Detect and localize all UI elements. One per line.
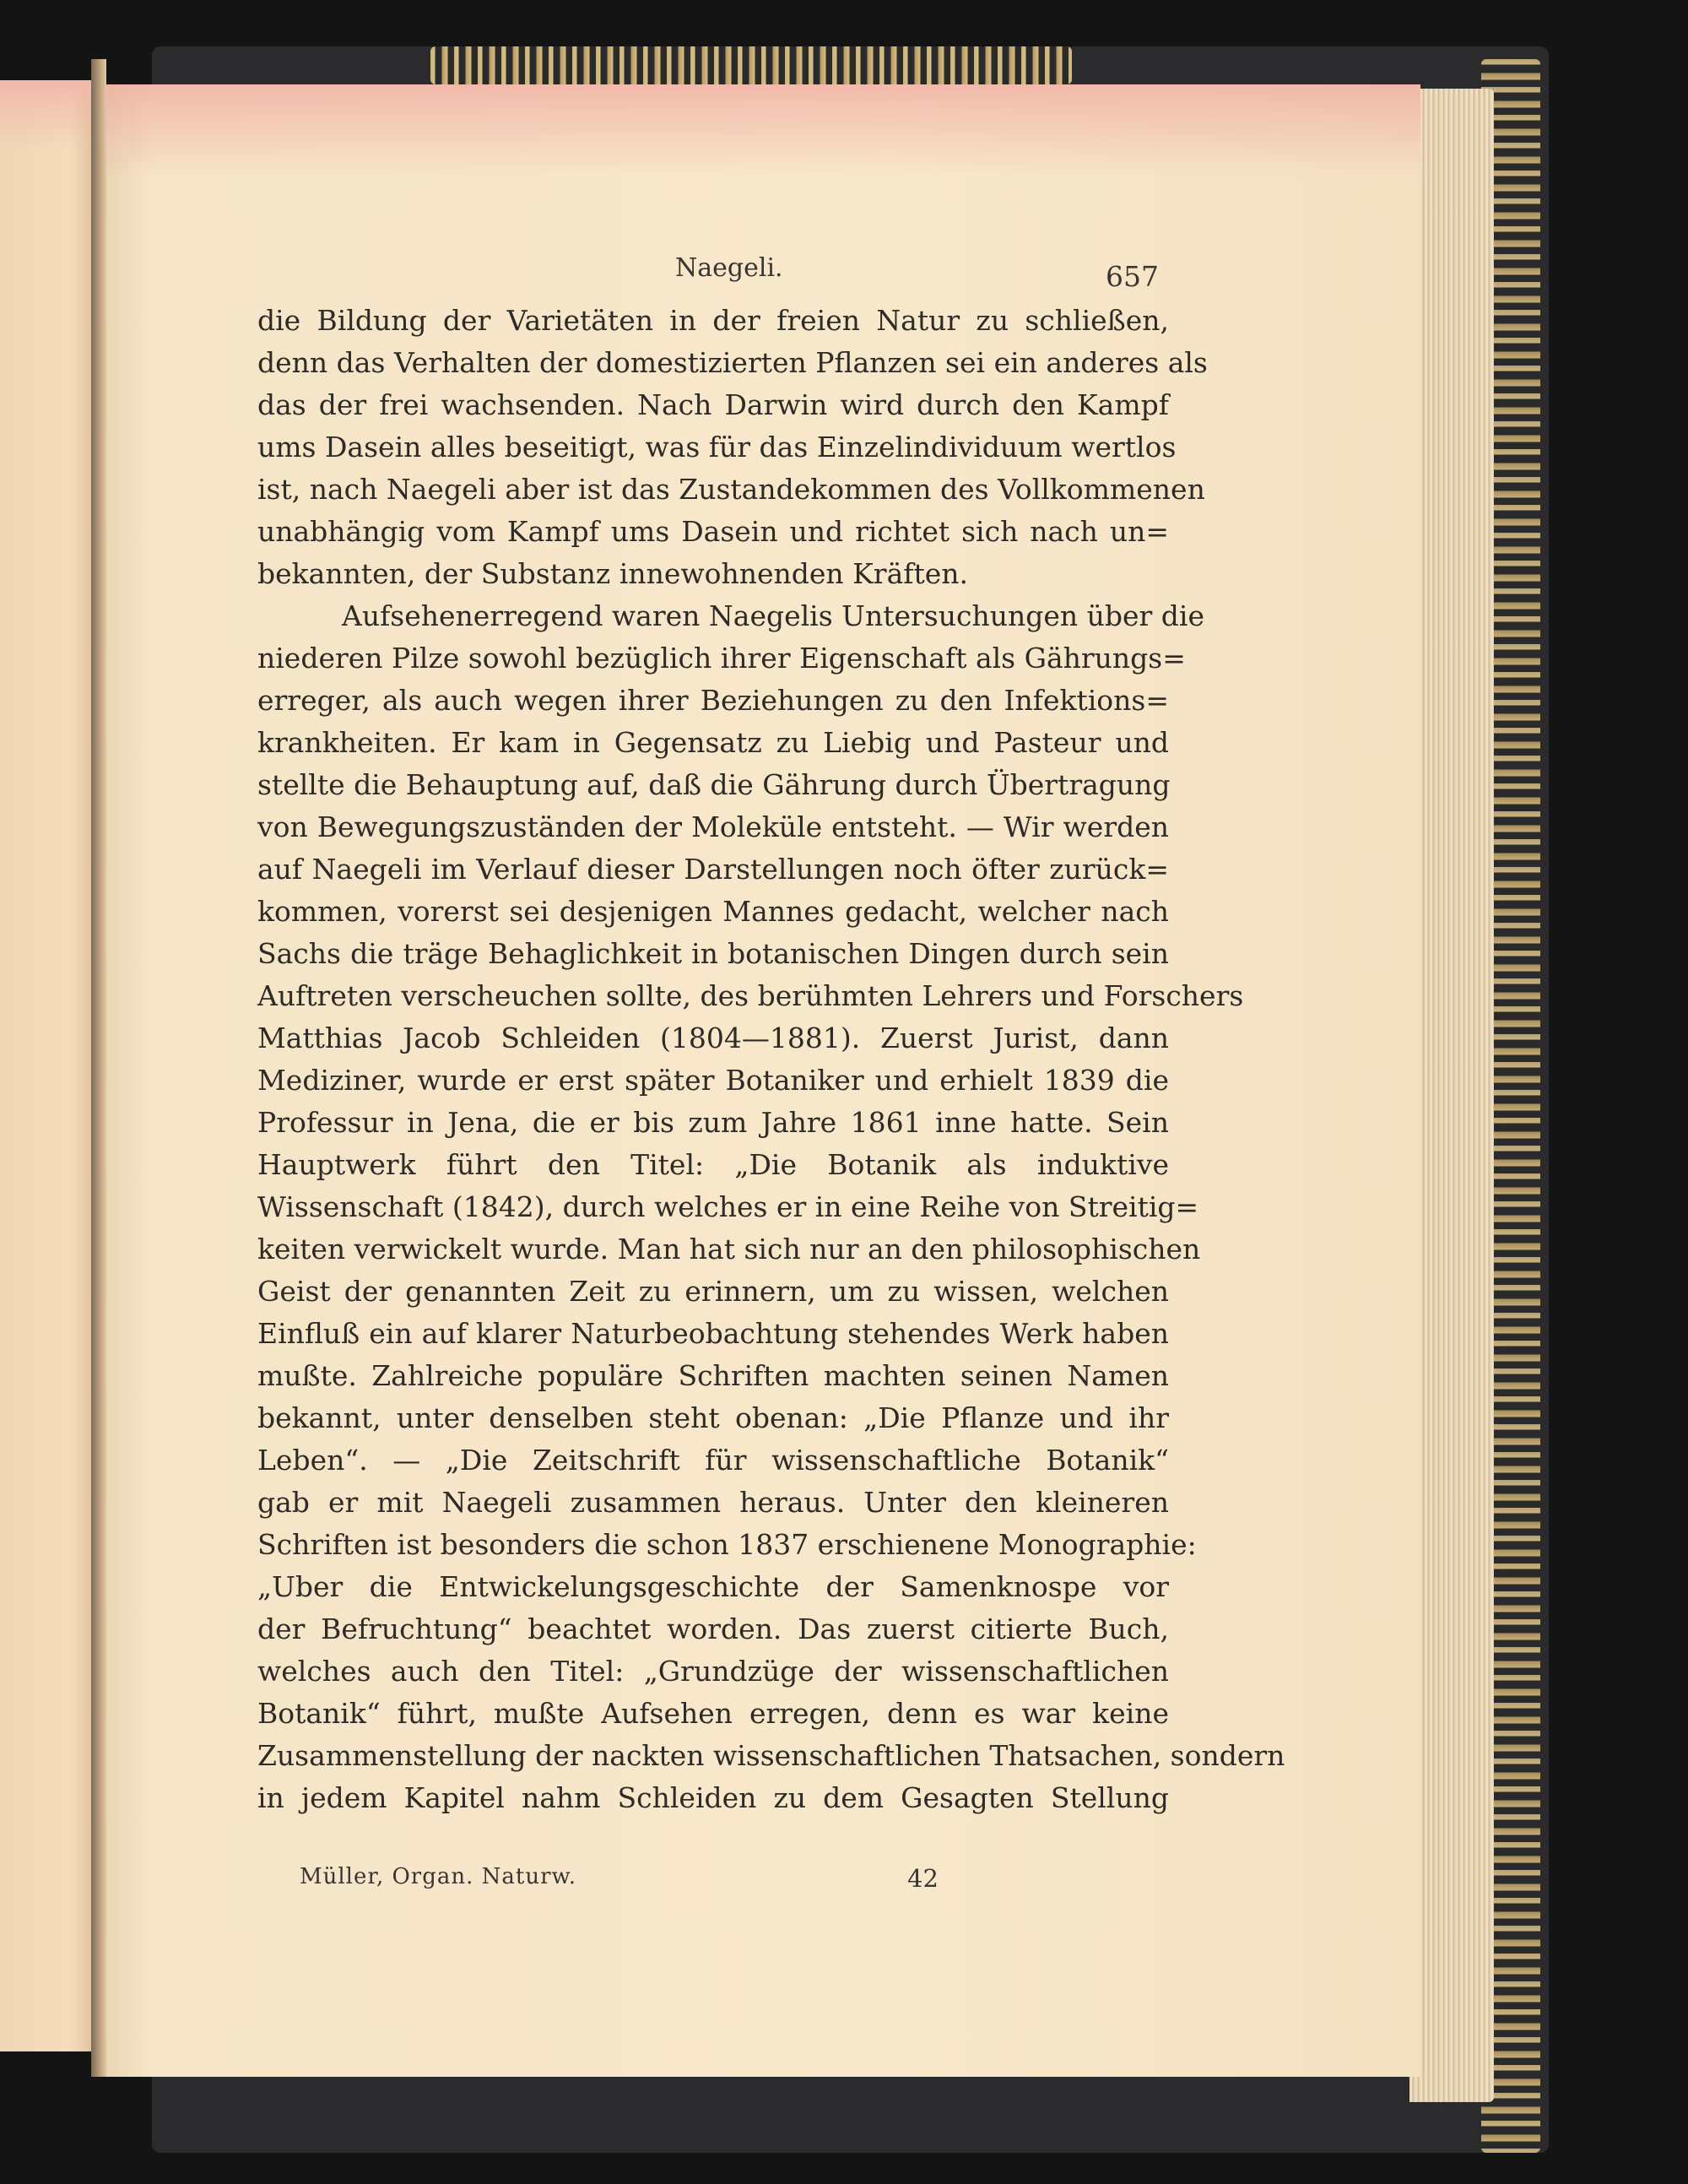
text-line: Botanik“ führt, mußte Aufsehen erregen, denn es war keine (257, 1697, 1169, 1730)
text-line: von Bewegungszuständen der Moleküle entsteht. — Wir werden (257, 810, 1169, 843)
text-line: Aufsehenerregend waren Naegelis Untersuchungen über die (342, 599, 1205, 632)
signature-mark: 42 (907, 1864, 939, 1893)
text-line: „Uber die Entwickelungsgeschichte der Samenknospe vor (257, 1570, 1169, 1603)
text-line: Einfluß ein auf klarer Naturbeobachtung stehendes Werk haben (257, 1317, 1169, 1350)
text-line: bekannt, unter denselben steht obenan: „Die Pflanze und ihr (257, 1401, 1169, 1434)
text-line: Hauptwerk führt den Titel: „Die Botanik als induktive (257, 1148, 1169, 1181)
text-line: Auftreten verscheuchen sollte, des berühmten Lehrers und Forschers (257, 979, 1244, 1012)
page-stack-edge (1409, 89, 1494, 2102)
text-line: krankheiten. Er kam in Gegensatz zu Liebig und Pasteur und (257, 726, 1169, 759)
page-number: 657 (1106, 260, 1159, 293)
body-text (257, 300, 1285, 1819)
text-line: welches auch den Titel: „Grundzüge der wissenschaftlichen (257, 1655, 1169, 1688)
text-line: Leben“. — „Die Zeitschrift für wissenschaftliche Botanik“ (257, 1444, 1169, 1477)
text-line: stellte die Behauptung auf, daß die Gährung durch Übertragung (257, 768, 1171, 801)
book-gutter (91, 59, 106, 2077)
page-top-stain (100, 84, 1420, 177)
marbled-top-edge (430, 46, 1072, 84)
running-head: Naegeli. (675, 253, 783, 283)
text-line: das der frei wachsenden. Nach Darwin wird durch den Kampf (257, 388, 1169, 421)
text-line: gab er mit Naegeli zusammen heraus. Unter den kleineren (257, 1486, 1169, 1519)
text-line: Matthias Jacob Schleiden (1804—1881). Zuerst Jurist, dann (257, 1022, 1169, 1054)
text-line: keiten verwickelt wurde. Man hat sich nur an den philosophischen (257, 1233, 1201, 1265)
text-line: Professur in Jena, die er bis zum Jahre 1861 inne hatte. Sein (257, 1106, 1169, 1139)
text-line: Mediziner, wurde er erst später Botaniker und erhielt 1839 die (257, 1064, 1169, 1097)
text-line: erreger, als auch wegen ihrer Beziehungen zu den Infektions= (257, 684, 1169, 717)
previous-page-edge (0, 80, 101, 2051)
text-line: in jedem Kapitel nahm Schleiden zu dem Gesagten Stellung (257, 1781, 1169, 1814)
text-line: mußte. Zahlreiche populäre Schriften machten seinen Namen (257, 1359, 1169, 1392)
text-line: unabhängig vom Kampf ums Dasein und richtet sich nach un= (257, 515, 1169, 548)
text-line: Geist der genannten Zeit zu erinnern, um zu wissen, welchen (257, 1275, 1169, 1308)
text-line: bekannten, der Substanz innewohnenden Kräften. (257, 557, 968, 590)
text-line: auf Naegeli im Verlauf dieser Darstellungen noch öfter zurück= (257, 853, 1169, 886)
text-line: Zusammenstellung der nackten wissenschaftlichen Thatsachen, sondern (257, 1739, 1285, 1772)
text-line: denn das Verhalten der domestizierten Pflanzen sei ein anderes als (257, 346, 1208, 379)
text-line: Schriften ist besonders die schon 1837 erschienene Monographie: (257, 1528, 1197, 1561)
text-line: kommen, vorerst sei desjenigen Mannes gedacht, welcher nach (257, 895, 1169, 928)
text-line: die Bildung der Varietäten in der freien Natur zu schließen, (257, 304, 1169, 337)
text-line: ist, nach Naegeli aber ist das Zustandekommen des Vollkommenen (257, 473, 1205, 506)
text-line: Sachs die träge Behaglichkeit in botanischen Dingen durch sein (257, 937, 1169, 970)
previous-page-stain (0, 80, 101, 148)
text-line: ums Dasein alles beseitigt, was für das Einzelindividuum wertlos (257, 431, 1177, 463)
text-line: niederen Pilze sowohl bezüglich ihrer Eigenschaft als Gährungs= (257, 642, 1186, 675)
text-line: der Befruchtung“ beachtet worden. Das zuerst citierte Buch, (257, 1612, 1169, 1645)
footer-author: Müller, Organ. Naturw. (300, 1864, 576, 1889)
text-line: Wissenschaft (1842), durch welches er in eine Reihe von Streitig= (257, 1190, 1199, 1223)
